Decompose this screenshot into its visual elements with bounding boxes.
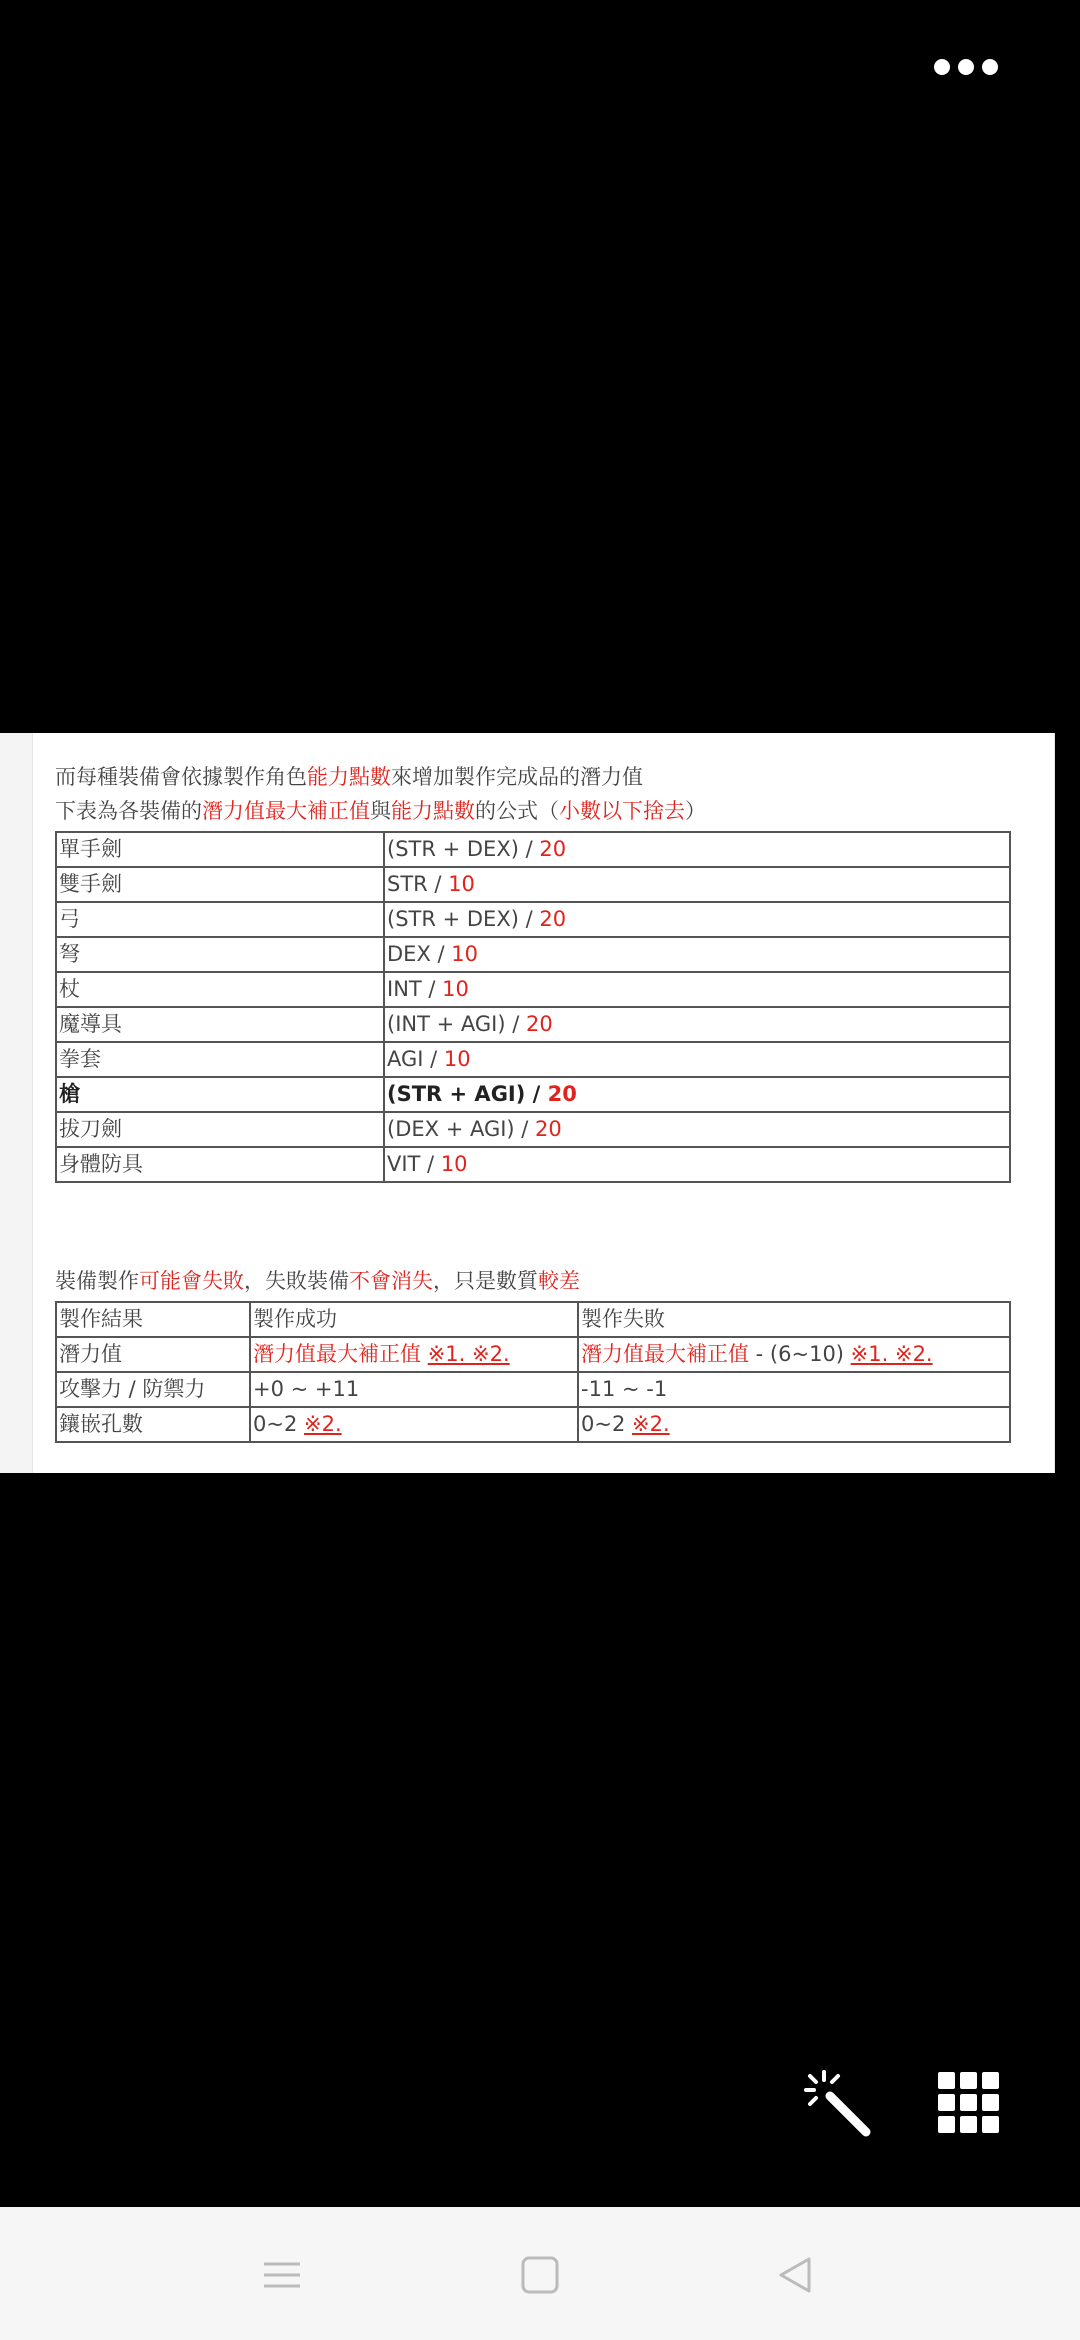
intro-text: 來增加製作完成品的潛力值 — [391, 765, 643, 789]
label-cell: 鑲嵌孔數 — [56, 1407, 250, 1442]
table-row — [56, 1077, 1010, 1112]
intro-text: 下表為各裝備的 — [55, 799, 202, 823]
formula-cell: (DEX + AGI) / 20 — [384, 1112, 1010, 1147]
success-cell: 潛力值最大補正值 ※1. ※2. — [250, 1337, 578, 1372]
table-row — [56, 1112, 1010, 1147]
image-left-margin — [0, 733, 33, 1473]
equip-cell: 弩 — [56, 937, 384, 972]
equip-cell: 身體防具 — [56, 1147, 384, 1182]
fail-text: 裝備製作 — [55, 1269, 139, 1293]
table-row — [56, 1042, 1010, 1077]
intro-text: 的公式（ — [475, 799, 559, 823]
more-dot-1 — [934, 59, 950, 75]
magic-wand-icon[interactable] — [800, 2066, 874, 2140]
success-cell: 0~2 ※2. — [250, 1407, 578, 1442]
intro-highlight: 能力點數 — [391, 799, 475, 823]
intro-line-1 — [55, 763, 643, 791]
intro-text: 而每種裝備會依據製作角色 — [55, 765, 307, 789]
header-cell: 製作成功 — [250, 1302, 578, 1337]
menu-icon[interactable] — [262, 2255, 302, 2295]
equip-cell: 弓 — [56, 902, 384, 937]
table-row — [56, 832, 1010, 867]
formula-cell: DEX / 10 — [384, 937, 1010, 972]
table-row — [56, 937, 1010, 972]
formula-cell: STR / 10 — [384, 867, 1010, 902]
table-header-row — [56, 1302, 1010, 1337]
header-cell: 製作結果 — [56, 1302, 250, 1337]
equip-cell: 雙手劍 — [56, 867, 384, 902]
fail-highlight: 較差 — [538, 1269, 580, 1293]
intro-line-2 — [55, 797, 706, 825]
equip-cell: 杖 — [56, 972, 384, 1007]
label-cell: 攻擊力 / 防禦力 — [56, 1372, 250, 1407]
intro-highlight: 潛力值最大補正值 — [202, 799, 370, 823]
equip-cell: 單手劍 — [56, 832, 384, 867]
intro-text: 與 — [370, 799, 391, 823]
equip-cell: 拔刀劍 — [56, 1112, 384, 1147]
formula-cell: (STR + DEX) / 20 — [384, 902, 1010, 937]
more-dot-2 — [958, 59, 974, 75]
fail-line — [55, 1267, 580, 1295]
success-cell: +0 ~ +11 — [250, 1372, 578, 1407]
table-row — [56, 972, 1010, 1007]
more-options-button[interactable] — [930, 52, 1002, 82]
intro-highlight: 小數以下捨去 — [559, 799, 685, 823]
intro-highlight: 能力點數 — [307, 765, 391, 789]
equip-cell: 拳套 — [56, 1042, 384, 1077]
more-dot-3 — [982, 59, 998, 75]
fail-text: ，失敗裝備 — [244, 1269, 349, 1293]
formula-cell: (STR + AGI) / 20 — [384, 1077, 1010, 1112]
table-row — [56, 1147, 1010, 1182]
fail-cell: -11 ~ -1 — [578, 1372, 1010, 1407]
formula-cell: VIT / 10 — [384, 1147, 1010, 1182]
header-cell: 製作失敗 — [578, 1302, 1010, 1337]
home-square-icon[interactable] — [520, 2255, 560, 2295]
table-row — [56, 1337, 1010, 1372]
result-table — [55, 1301, 1011, 1443]
fail-cell: 潛力值最大補正值 - (6~10) ※1. ※2. — [578, 1337, 1010, 1372]
table-row — [56, 1007, 1010, 1042]
formula-cell: AGI / 10 — [384, 1042, 1010, 1077]
table-row — [56, 1407, 1010, 1442]
equip-cell: 槍 — [56, 1077, 384, 1112]
table-row — [56, 902, 1010, 937]
table-row — [56, 1372, 1010, 1407]
fail-highlight: 可能會失敗 — [139, 1269, 244, 1293]
intro-text: ） — [685, 799, 706, 823]
fail-highlight: 不會消失 — [349, 1269, 433, 1293]
fail-cell: 0~2 ※2. — [578, 1407, 1010, 1442]
formula-cell: INT / 10 — [384, 972, 1010, 1007]
equip-cell: 魔導具 — [56, 1007, 384, 1042]
formula-cell: (INT + AGI) / 20 — [384, 1007, 1010, 1042]
fail-text: ，只是數質 — [433, 1269, 538, 1293]
table-row — [56, 867, 1010, 902]
grid-icon[interactable] — [938, 2072, 1000, 2134]
formula-cell: (STR + DEX) / 20 — [384, 832, 1010, 867]
label-cell: 潛力值 — [56, 1337, 250, 1372]
formula-table — [55, 831, 1011, 1183]
system-nav-bar — [0, 2207, 1080, 2340]
back-triangle-icon[interactable] — [775, 2255, 815, 2295]
